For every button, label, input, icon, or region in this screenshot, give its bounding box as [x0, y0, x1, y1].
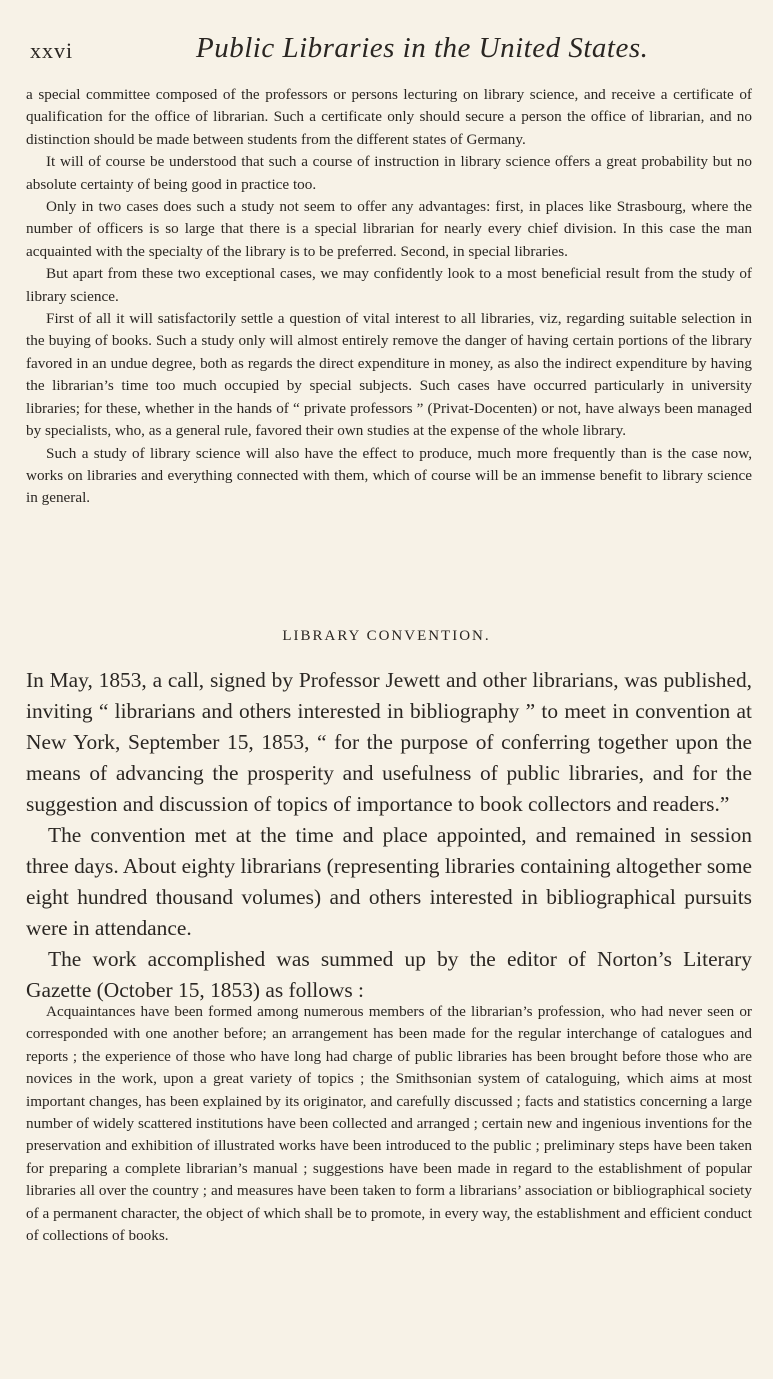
- page-header: [26, 30, 753, 74]
- running-title: Public Libraries in the United States.: [196, 32, 649, 64]
- page-number: xxvi: [30, 38, 74, 63]
- paragraph: It will of course be understood that such a course of instruction in library science offers a great probability but no absolute certainty of being good in practice too.: [26, 153, 752, 193]
- paragraph: The convention met at the time and place appointed, and remained in session three days. About eighty librarians (representing libraries containing altogether some eight hundred thousand volumes) and others interested in bibliographical pursuits were in attendance.: [26, 823, 752, 940]
- convention-text-block: [26, 665, 752, 1006]
- paragraph: Such a study of library science will also have the effect to produce, much more frequently than is the case now, works on libraries and everything connected with them, which of course will be an immense benefit to library science in general.: [26, 444, 752, 507]
- paragraph: First of all it will satisfactorily settle a question of vital interest to all libraries, viz, regarding suitable selection in the buying of books. Such a study only will almost entirely remove the danger of having certain portions of the library favored in an undue degree, both as regards the direct expenditure in money, as also the indirect expenditure by having the librarian’s time too much occupied by special subjects. Such cases have occurred particularly in university libraries; for these, whether in the hands of “ private professors ” (Privat-Docenten) or not, have always been managed by specialists, who, as a general rule, favored their own studies at the expense of the whole library.: [26, 310, 752, 440]
- paragraph: The work accomplished was summed up by the editor of Norton’s Literary Gazette (October 15, 1853) as follows :: [26, 947, 752, 1002]
- quoted-passage: [26, 1001, 752, 1247]
- paragraph: But apart from these two exceptional cases, we may confidently look to a most beneficial result from the study of library science.: [26, 265, 752, 305]
- paragraph: Acquaintances have been formed among numerous members of the librarian’s profession, who had never seen or corresponded with one another before; an arrangement has been made for the regular interchange of catalogues and reports ; the experience of those who have long had charge of public libraries has been brought before those who are novices in the work, upon a great variety of topics ; the Smithsonian system of cataloguing, which aims at most important changes, has been explained by its originator, and carefully discussed ; facts and statistics concerning a large number of widely scattered institutions have been collected and arranged ; certain new and ingenious inventions for the preservation and exhibition of illustrated works have been introduced to the public ; preliminary steps have been taken for preparing a complete librarian’s manual ; suggestions have been made in regard to the establishment of popular libraries all over the country ; and measures have been taken to form a librarians’ association or bibliographical society of a permanent character, the object of which shall be to promote, in every way, the establishment and efficient conduct of collections of books.: [26, 1003, 752, 1245]
- paragraph: In May, 1853, a call, signed by Professor Jewett and other librarians, was published, inviting “ librarians and others interested in bibliography ” to meet in convention at New York, September 15, 1853, “ for the purpose of conferring together upon the means of advancing the prosperity and usefulness of public libraries, and for the suggestion and discussion of topics of importance to book collectors and readers.”: [26, 668, 752, 816]
- paragraph: a special committee composed of the professors or persons lecturing on library science, and receive a certificate of qualification for the office of librarian. Such a certificate only should secure a person the office of librarian, and no distinction should be made between students from the different states of Germany.: [26, 86, 752, 148]
- upper-text-block: [26, 84, 752, 510]
- section-heading: LIBRARY CONVENTION.: [282, 628, 491, 644]
- paragraph: Only in two cases does such a study not seem to offer any advantages: first, in places like Strasbourg, where the number of officers is so large that there is a special librarian for nearly every chief division. In this case the man acquainted with the specialty of the library is to be preferred. Second, in special libraries.: [26, 198, 752, 260]
